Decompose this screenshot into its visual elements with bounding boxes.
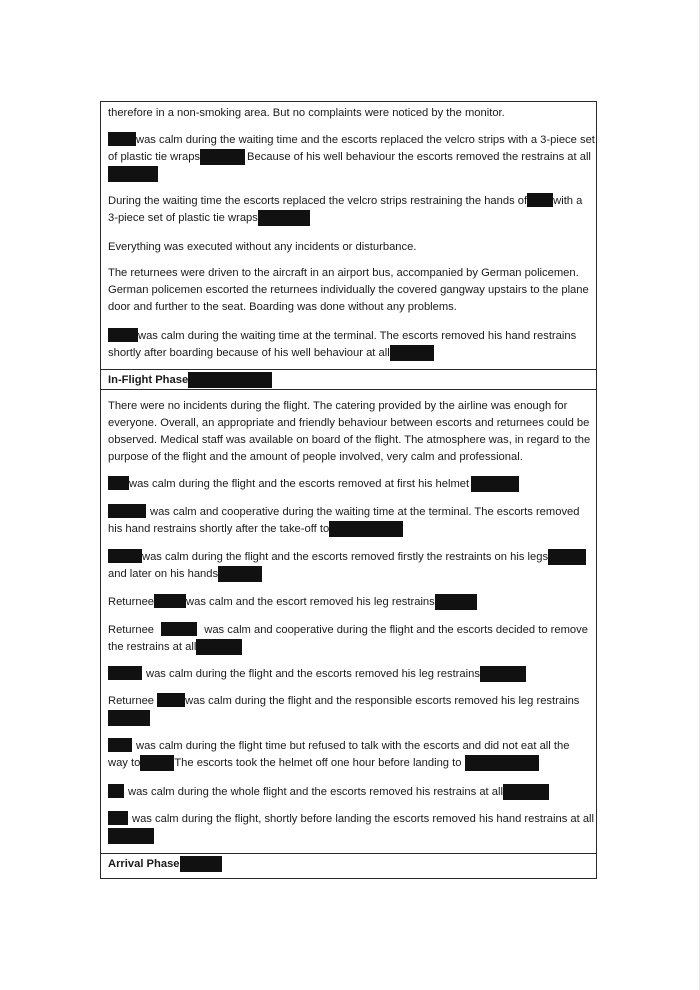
paragraph: everyone. Overall, an appropriate and friendly behaviour between escorts and returnees could be: [108, 417, 590, 429]
redaction-block: [480, 666, 526, 682]
paragraph: was calm during the whole flight and the escorts removed his restrains at all: [108, 784, 590, 801]
paragraph: was calm during the flight and the escorts removed firstly the restraints on his legs: [108, 549, 590, 566]
redaction-block: [180, 856, 222, 872]
redaction-block: [154, 594, 186, 608]
paragraph: shortly after boarding because of his well behaviour at all: [108, 345, 590, 362]
redaction-block: [108, 328, 138, 342]
redaction-block: [108, 710, 150, 726]
paragraph: [108, 710, 590, 727]
redaction-block: [108, 476, 129, 490]
paragraph: the restrains at all: [108, 639, 590, 656]
section-divider: [101, 369, 596, 370]
paragraph: [108, 166, 590, 183]
paragraph: was calm during the waiting time at the terminal. The escorts removed his hand restrains: [108, 328, 590, 345]
paragraph: During the waiting time the escorts replaced the velcro strips restraining the hands of with a: [108, 195, 583, 207]
paragraph: [108, 828, 590, 845]
paragraph: The returnees were driven to the aircraft in an airport bus, accompanied by German policemen.: [108, 267, 579, 279]
paragraph: and later on his hands: [108, 566, 590, 583]
paragraph: was calm during the flight and the escorts removed at first his helmet: [108, 476, 590, 493]
paragraph: observed. Medical staff was available on board of the flight. The atmosphere was, in regard to the: [108, 434, 591, 446]
redaction-block: [108, 784, 124, 798]
redaction-block: [527, 193, 553, 207]
redaction-block: [108, 504, 146, 518]
redaction-block: [157, 693, 185, 707]
paragraph: Everything was executed without any incidents or disturbance.: [108, 241, 417, 253]
section-divider: [101, 389, 596, 390]
paragraph: purpose of the flight and the amount of people involved, very calm and professional.: [108, 451, 523, 463]
paragraph: 3-piece set of plastic tie wraps: [108, 210, 590, 227]
paragraph: was calm during the waiting time and the escorts replaced the velcro strips with a 3-piece set: [108, 132, 590, 149]
section-divider: [101, 853, 596, 854]
redaction-block: [140, 755, 174, 771]
paragraph: Returnee was calm and the escort removed his leg restrains: [108, 594, 590, 611]
redaction-block: [161, 622, 197, 636]
redaction-block: [548, 549, 586, 565]
paragraph: was calm during the flight time but refused to talk with the escorts and did not eat all the: [108, 738, 590, 755]
section-heading-inflight: In-Flight Phase: [108, 372, 590, 389]
paragraph: Returnee was calm and cooperative during the flight and the escorts decided to remove: [108, 624, 588, 636]
redaction-block: [390, 345, 434, 361]
paragraph: Returnee was calm during the flight and the responsible escorts removed his leg restrains: [108, 695, 580, 707]
paragraph: was calm and cooperative during the waiting time at the terminal. The escorts removed: [108, 504, 590, 521]
paragraph: of plastic tie wraps Because of his well behaviour the escorts removed the restrains at all: [108, 151, 591, 163]
redaction-block: [188, 372, 272, 388]
paragraph: his hand restrains shortly after the take-off to: [108, 521, 590, 538]
redaction-block: [108, 811, 128, 825]
section-heading-arrival: Arrival Phase: [108, 856, 590, 873]
redaction-block: [108, 666, 142, 680]
paragraph: way to The escorts took the helmet off one hour before landing to: [108, 755, 590, 772]
paragraph: German policemen escorted the returnees individually the covered gangway upstairs to the plane: [108, 284, 589, 296]
redaction-block: [196, 639, 242, 655]
redaction-block: [218, 566, 262, 582]
paragraph: was calm during the flight and the escorts removed his leg restrains: [108, 666, 590, 683]
paragraph: therefore in a non-smoking area. But no complaints were noticed by the monitor.: [108, 107, 505, 119]
paragraph: door and further to the seat. Boarding was done without any problems.: [108, 301, 457, 313]
redaction-block: [435, 594, 477, 610]
redaction-block: [471, 476, 519, 492]
redaction-block: [108, 549, 142, 563]
redaction-block: [108, 828, 154, 844]
report-table: [100, 101, 597, 879]
redaction-block: [108, 738, 132, 752]
redaction-block: [108, 132, 136, 146]
paragraph: There were no incidents during the flight. The catering provided by the airline was enough for: [108, 400, 568, 412]
redaction-block: [465, 755, 539, 771]
redaction-block: [503, 784, 549, 800]
redaction-block: [200, 149, 245, 165]
redaction-block: [258, 210, 310, 226]
redaction-block: [108, 166, 158, 182]
redaction-block: [329, 521, 403, 537]
paragraph: was calm during the flight, shortly before landing the escorts removed his hand restrains at all: [108, 811, 590, 828]
